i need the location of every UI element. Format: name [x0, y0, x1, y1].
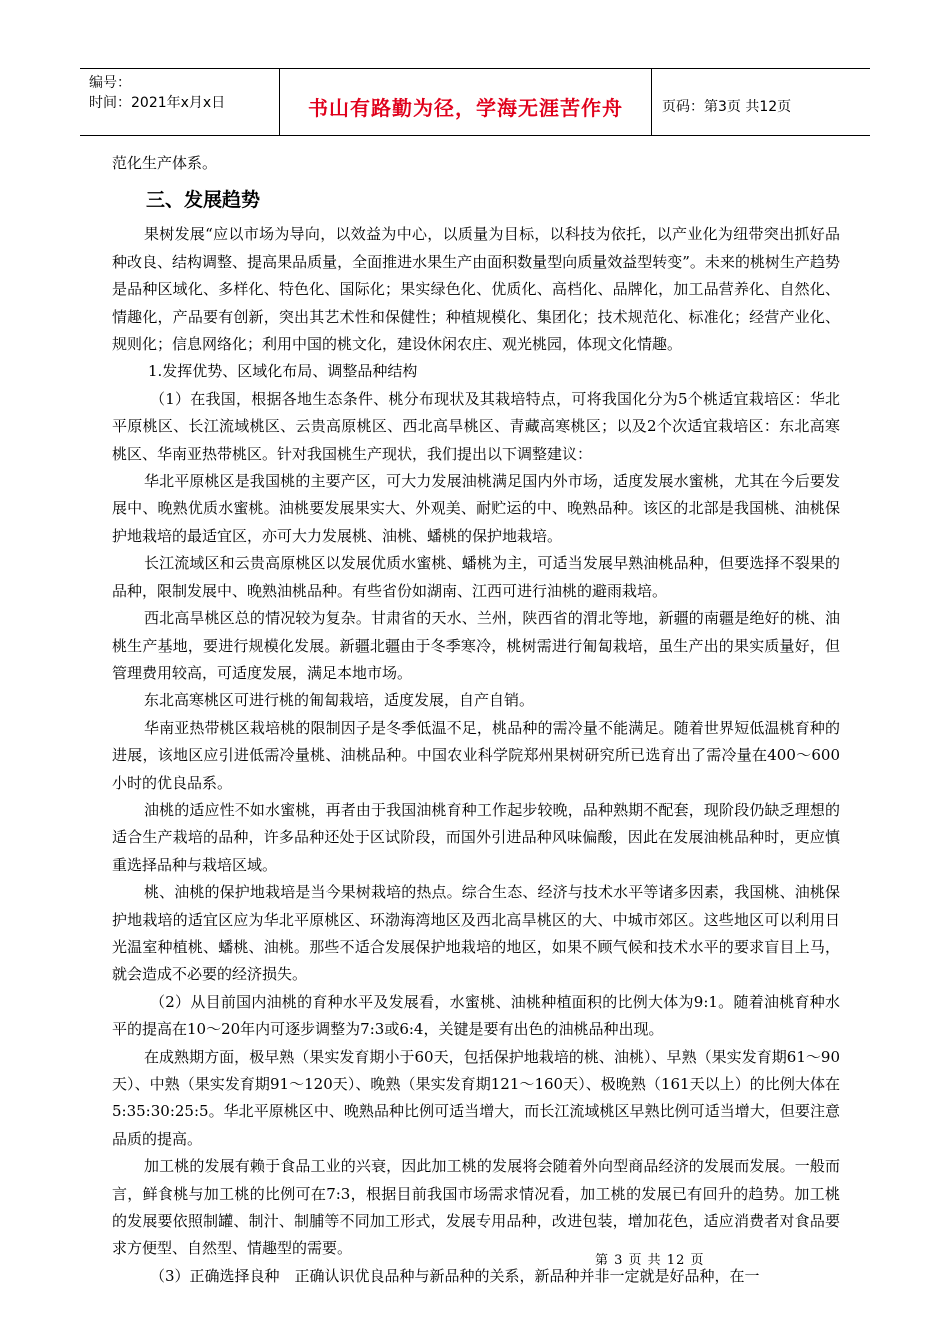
paragraph: 华南亚热带桃区栽培桃的限制因子是冬季低温不足，桃品种的需冷量不能满足。随着世界短低温桃育种的进展，该地区应引进低需冷量桃、油桃品种。中国农业科学院郑州果树研究所已选育出了需冷量在400～600小时的优良品系。 — [112, 718, 840, 792]
paragraph: （2）从目前国内油桃的育种水平及发展看，水蜜桃、油桃种植面积的比例大体为9:1。随着油桃育种水平的提高在10～20年内可逐步调整为7:3或6:4，关键是要有出色的油桃品种出现。 — [112, 992, 840, 1039]
paragraph: 果树发展“应以市场为导向，以效益为中心，以质量为目标，以科技为依托，以产业化为纽带突出抓好品种改良、结构调整、提高果品质量，全面推进水果生产由面积数量型向质量效益型转变”。未来的桃树生产趋势是品种区域化、多样化、特色化、国际化；果实绿色化、优质化、高档化、品牌化，加工品营养化、自然化、情趣化，产品要有创新，突出其艺术性和保健性；种植规模化、集团化；技术规范化、标准化；经营产业化、规则化；信息网络化；利用中国的桃文化，建设休闲农庄、观光桃园，体现文化情趣。 — [112, 225, 840, 354]
document-number-label: 编号： — [89, 75, 131, 91]
paragraph: 桃、油桃的保护地栽培是当今果树栽培的热点。综合生态、经济与技术水平等诸多因素，我国桃、油桃保护地栽培的适宜区应为华北平原桃区、环渤海湾地区及西北高旱桃区的大、中城市郊区。这些地区可以利用日光温室种植桃、蟠桃、油桃。那些不适合发展保护地栽培的地区，如果不顾气候和技术水平的要求盲目上马，就会造成不必要的经济损失。 — [112, 883, 840, 984]
header-meta — [80, 69, 280, 135]
document-date: 时间：2021年x月x日 — [89, 95, 226, 111]
page-header — [80, 68, 870, 136]
header-page-code-cell — [652, 69, 870, 135]
paragraph: （1）在我国，根据各地生态条件、桃分布现状及其栽培特点，可将我国化分为5个桃适宜栽培区：华北平原桃区、长江流域桃区、云贵高原桃区、西北高旱桃区、青藏高寒桃区；以及2个次适宜栽培区：东北高寒桃区、华南亚热带桃区。针对我国桃生产现状，我们提出以下调整建议： — [112, 389, 840, 463]
paragraph: 华北平原桃区是我国桃的主要产区，可大力发展油桃满足国内外市场，适度发展水蜜桃，尤其在今后要发展中、晚熟优质水蜜桃。油桃要发展果实大、外观美、耐贮运的中、晚熟品种。该区的北部是我国桃、油桃保护地栽培的最适宜区，亦可大力发展桃、油桃、蟠桃的保护地栽培。 — [112, 472, 840, 545]
document-body — [112, 150, 840, 1290]
paragraph: 油桃的适应性不如水蜜桃，再者由于我国油桃育种工作起步较晚，品种熟期不配套，现阶段仍缺乏理想的适合生产栽培的品种，许多品种还处于区试阶段，而国外引进品种风味偏酸，因此在发展油桃品种时，更应慎重选择品种与栽培区域。 — [112, 800, 840, 874]
header-page-code: 页码：第3页 共12页 — [662, 99, 792, 115]
paragraph: 加工桃的发展有赖于食品工业的兴衰，因此加工桃的发展将会随着外向型商品经济的发展而发展。一般而言，鲜食桃与加工桃的比例可在7:3，根据目前我国市场需求情况看，加工桃的发展已有回升的趋势。加工桃的发展要依照制罐、制汁、制脯等不同加工形式，发展专用品种，改进包装，增加花色，适应消费者对食品要求方便型、自然型、情趣型的需要。 — [112, 1157, 840, 1258]
section-title: 三、发展趋势 — [146, 189, 261, 212]
header-motto-cell — [280, 69, 652, 135]
page-footer: 第 3 页 共 12 页 — [595, 1253, 705, 1268]
paragraph: （3）正确选择良种 正确认识优良品种与新品种的关系，新品种并非一定就是好品种，在一 — [150, 1266, 760, 1285]
paragraph: 长江流域区和云贵高原桃区以发展优质水蜜桃、蟠桃为主，可适当发展早熟油桃品种，但要选择不裂果的品种，限制发展中、晚熟油桃品种。有些省份如湖南、江西可进行油桃的避雨栽培。 — [112, 554, 840, 600]
paragraph: 东北高寒桃区可进行桃的匍匐栽培，适度发展，自产自销。 — [144, 691, 535, 710]
paragraph: 在成熟期方面，极早熟（果实发育期小于60天，包括保护地栽培的桃、油桃）、早熟（果实发育期61～90天）、中熟（果实发育期91～120天）、晚熟（果实发育期121～160天）、极晚熟（161天以上）的比例大体在5:35:30:25:5。华北平原桃区中、晚熟品种比例可适当增大，而长江流域桃区早熟比例可适当增大，但要注意品质的提高。 — [112, 1047, 840, 1148]
sub-heading: 1.发挥优势、区域化布局、调整品种结构 — [148, 362, 418, 381]
header-motto: 书山有路勤为径，学海无涯苦作舟 — [308, 95, 623, 120]
continuation-text: 范化生产体系。 — [112, 154, 218, 172]
paragraph: 西北高旱桃区总的情况较为复杂。甘肃省的天水、兰州，陕西省的渭北等地，新疆的南疆是绝好的桃、油桃生产基地，要进行规模化发展。新疆北疆由于冬季寒冷，桃树需进行匍匐栽培，虽生产出的果实质量好，但管理费用较高，可适度发展，满足本地市场。 — [112, 609, 840, 682]
